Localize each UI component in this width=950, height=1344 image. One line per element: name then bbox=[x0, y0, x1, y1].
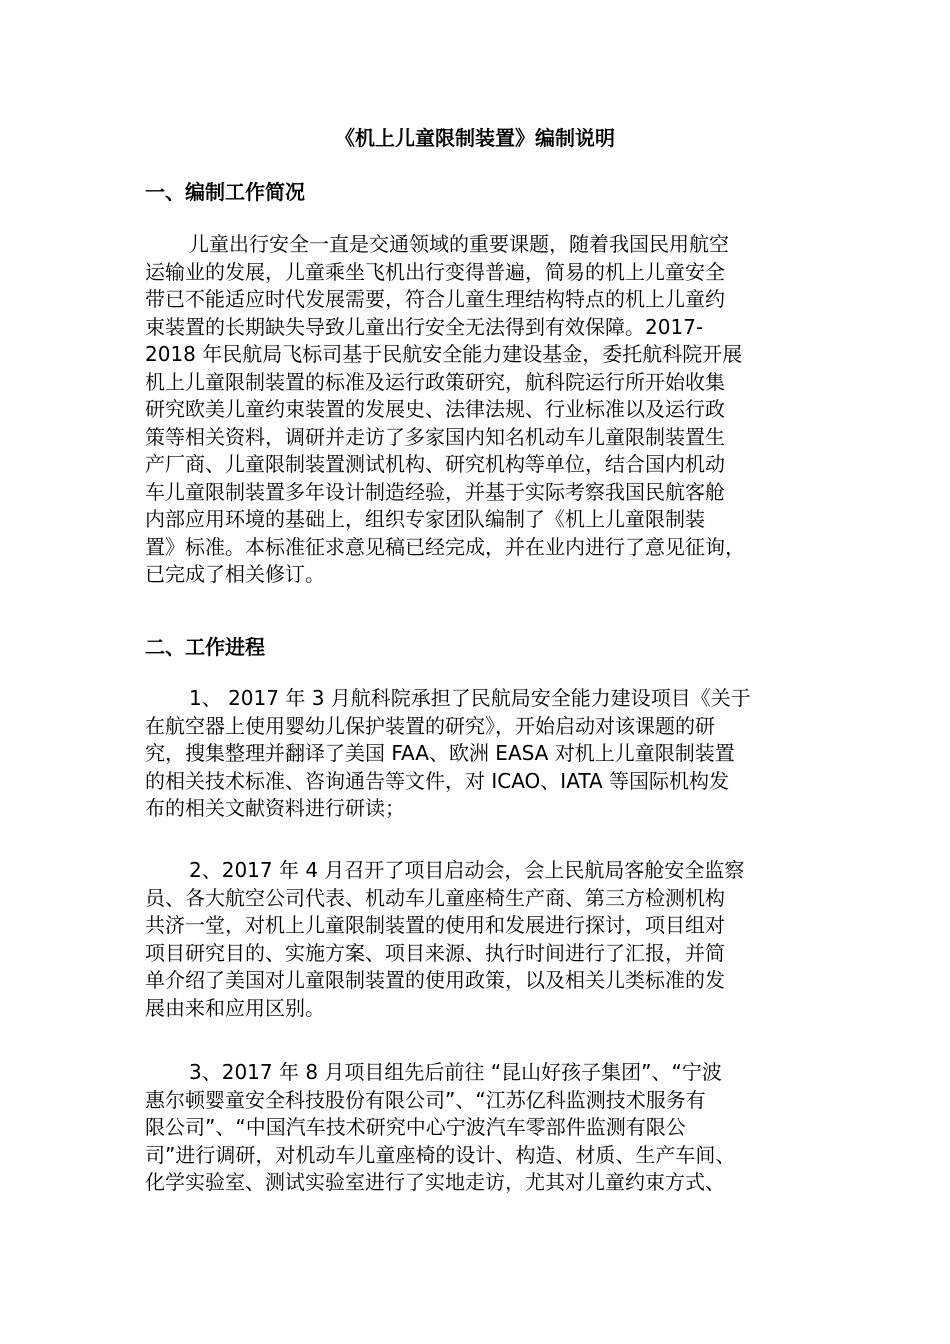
section-heading-overview: 一、编制工作简况 bbox=[145, 180, 305, 204]
paragraph-line: 在航空器上使用婴幼儿保护装置的研究》，开始启动对该课题的研 bbox=[145, 713, 715, 738]
paragraph-line: 机上儿童限制装置的标准及运行政策研究，航科院运行所开始收集 bbox=[145, 369, 725, 394]
progress-item-3 bbox=[145, 1059, 815, 1197]
paragraph-line: 儿童出行安全一直是交通领域的重要课题，随着我国民用航空 bbox=[189, 232, 729, 256]
paragraph-line: 置》标准。本标准征求意见稿已经完成，并在业内进行了意见征询， bbox=[145, 534, 745, 559]
paragraph-line: 员、各大航空公司代表、机动车儿童座椅生产商、第三方检测机构 bbox=[145, 885, 725, 910]
paragraph-line: 究，搜集整理并翻译了美国 FAA、欧洲 EASA 对机上儿童限制装置 bbox=[145, 741, 735, 765]
paragraph-line: 共济一堂，对机上儿童限制装置的使用和发展进行探讨，项目组对 bbox=[145, 913, 725, 937]
paragraph-line: 的相关技术标准、咨询通告等文件，对 ICAO、IATA 等国际机构发 bbox=[145, 768, 730, 793]
paragraph-line: 带已不能适应时代发展需要，符合儿童生理结构特点的机上儿童约 bbox=[145, 287, 725, 311]
paragraph-line: 2、2017 年 4 月召开了项目启动会，会上民航局客舱安全监察 bbox=[189, 858, 745, 882]
paragraph-line: 运输业的发展，儿童乘坐飞机出行变得普遍，简易的机上儿童安全 bbox=[145, 259, 725, 284]
paragraph-line: 3、2017 年 8 月项目组先后前往 “昆山好孩子集团”、“宁波 bbox=[189, 1060, 722, 1084]
paragraph-line: 单介绍了美国对儿童限制装置的使用政策，以及相关儿类标准的发 bbox=[145, 968, 725, 992]
paragraph-line: 束装置的长期缺失导致儿童出行安全无法得到有效保障。2017- bbox=[145, 314, 704, 339]
progress-item-2 bbox=[145, 857, 815, 1022]
paragraph-line: 司”进行调研，对机动车儿童座椅的设计、构造、材质、生产车间、 bbox=[145, 1142, 736, 1167]
paragraph-line: 惠尔顿婴童安全科技股份有限公司”、“江苏亿科监测技术服务有 bbox=[145, 1087, 706, 1112]
paragraph-line: 策等相关资料，调研并走访了多家国内知名机动车儿童限制装置生 bbox=[145, 424, 725, 449]
paragraph-line: 展由来和应用区别。 bbox=[145, 995, 325, 1020]
paragraph-line: 研究欧美儿童约束装置的发展史、法律法规、行业标准以及运行政 bbox=[145, 397, 725, 421]
paragraph-line: 限公司”、“中国汽车技术研究中心宁波汽车零部件监测有限公 bbox=[145, 1115, 686, 1139]
section-overview-paragraph bbox=[145, 231, 815, 589]
paragraph-line: 项目研究目的、实施方案、项目来源、执行时间进行了汇报，并简 bbox=[145, 940, 725, 965]
paragraph-line: 已完成了相关修订。 bbox=[145, 562, 325, 586]
paragraph-line: 化学实验室、测试实验室进行了实地走访，尤其对儿童约束方式、 bbox=[145, 1170, 725, 1194]
paragraph-line: 2018 年民航局飞标司基于民航安全能力建设基金，委托航科院开展 bbox=[145, 342, 743, 366]
section-heading-progress: 二、工作进程 bbox=[145, 635, 265, 659]
paragraph-line: 1、 2017 年 3 月航科院承担了民航局安全能力建设项目《关于 bbox=[189, 686, 751, 710]
paragraph-line: 产厂商、儿童限制装置测试机构、研究机构等单位，结合国内机动 bbox=[145, 452, 725, 476]
paragraph-line: 内部应用环境的基础上，组织专家团队编制了《机上儿童限制装 bbox=[145, 507, 705, 531]
document-title: 《机上儿童限制装置》编制说明 bbox=[335, 126, 615, 150]
progress-item-1 bbox=[145, 685, 815, 823]
paragraph-line: 车儿童限制装置多年设计制造经验，并基于实际考察我国民航客舱 bbox=[145, 479, 725, 504]
paragraph-line: 布的相关文献资料进行研读； bbox=[145, 796, 405, 820]
